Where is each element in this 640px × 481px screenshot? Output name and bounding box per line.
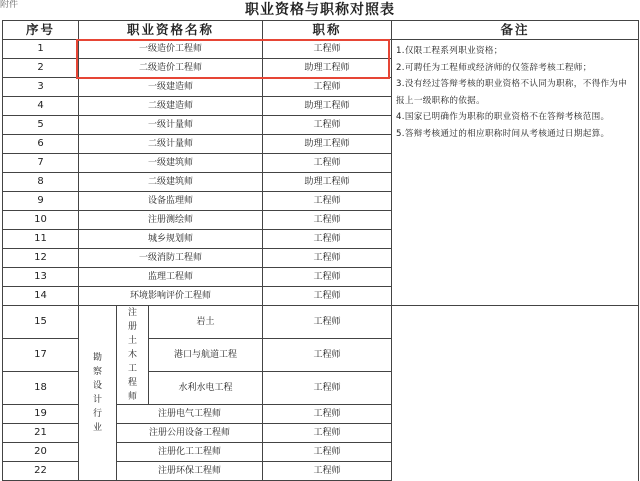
qualification-cell: 注册公用设备工程师 (117, 424, 263, 443)
title-cell: 工程师 (263, 192, 392, 211)
document-title: 职业资格与职称对照表 (245, 2, 395, 18)
qualification-cell: 监理工程师 (79, 268, 263, 287)
title-cell: 工程师 (263, 230, 392, 249)
seq-cell: 22 (3, 462, 79, 481)
seq-cell: 17 (3, 339, 79, 372)
note-3: 3.没有经过答辩考核的职业资格不认同为职称，不得作为申报上一级职称的依据。 (396, 79, 628, 106)
note-5: 5.答辩考核通过的相应职称时间从考核通过日期起算。 (396, 128, 610, 139)
title-cell: 工程师 (263, 116, 392, 135)
qualification-cell: 港口与航道工程 (149, 339, 263, 372)
qualification-cell: 二级造价工程师 (79, 59, 263, 78)
title-cell: 工程师 (263, 154, 392, 173)
table-header-row (3, 21, 639, 40)
seq-cell: 3 (3, 78, 79, 97)
table-row (3, 40, 639, 59)
qualification-table (2, 20, 639, 481)
seq-cell: 4 (3, 97, 79, 116)
qualification-cell: 环境影响评价工程师 (79, 287, 263, 306)
note-2: 2.可聘任为工程师或经济师的仅签辞考核工程师； (396, 62, 592, 73)
header-title: 职称 (263, 21, 392, 40)
note-1: 1.仅限工程系列职业资格； (396, 46, 503, 56)
qualification-cell: 设备监理师 (79, 192, 263, 211)
qualification-cell: 二级计量师 (79, 135, 263, 154)
qualification-cell: 注册环保工程师 (117, 462, 263, 481)
seq-cell: 8 (3, 173, 79, 192)
seq-cell: 20 (3, 443, 79, 462)
qualification-cell: 注册电气工程师 (117, 405, 263, 424)
seq-cell: 14 (3, 287, 79, 306)
title-cell: 工程师 (263, 405, 392, 424)
qualification-cell: 一级消防工程师 (79, 249, 263, 268)
qualification-cell: 二级建筑师 (79, 173, 263, 192)
title-cell: 工程师 (263, 424, 392, 443)
qualification-cell: 注册测绘师 (79, 211, 263, 230)
title-cell: 工程师 (263, 78, 392, 97)
seq-cell: 7 (3, 154, 79, 173)
seq-cell: 1 (3, 40, 79, 59)
note-4: 4.国家已明确作为职称的职业资格不在答辩考核范围。 (396, 112, 610, 122)
seq-cell: 9 (3, 192, 79, 211)
title-cell: 工程师 (263, 372, 392, 405)
title-cell: 工程师 (263, 306, 392, 339)
notes-blank-cell (392, 306, 639, 481)
seq-cell: 15 (3, 306, 79, 339)
title-cell: 工程师 (263, 462, 392, 481)
qualification-cell: 二级建造师 (79, 97, 263, 116)
qualification-cell: 岩土 (149, 306, 263, 339)
title-cell: 工程师 (263, 211, 392, 230)
qualification-cell: 城乡规划师 (79, 230, 263, 249)
header-notes: 备注 (392, 21, 639, 40)
table-row (3, 306, 639, 339)
qualification-cell: 一级造价工程师 (79, 40, 263, 59)
header-qualification: 职业资格名称 (79, 21, 263, 40)
group-civil-engineer-label: 注册土木工程师 (127, 308, 137, 402)
title-cell: 工程师 (263, 443, 392, 462)
seq-cell: 18 (3, 372, 79, 405)
title-cell: 工程师 (263, 339, 392, 372)
title-cell: 工程师 (263, 249, 392, 268)
title-cell: 工程师 (263, 268, 392, 287)
group-civil-engineer (117, 306, 149, 405)
notes-cell (392, 40, 639, 306)
qualification-cell: 水利水电工程 (149, 372, 263, 405)
attachment-tag: 附件 (0, 0, 19, 10)
seq-cell: 19 (3, 405, 79, 424)
title-cell: 工程师 (263, 287, 392, 306)
seq-cell: 5 (3, 116, 79, 135)
qualification-cell: 一级建筑师 (79, 154, 263, 173)
header-seq: 序号 (3, 21, 79, 40)
qualification-cell: 注册化工工程师 (117, 443, 263, 462)
seq-cell: 2 (3, 59, 79, 78)
seq-cell: 21 (3, 424, 79, 443)
group-survey-design (79, 306, 117, 481)
seq-cell: 13 (3, 268, 79, 287)
title-cell: 助理工程师 (263, 59, 392, 78)
title-cell: 助理工程师 (263, 97, 392, 116)
title-cell: 助理工程师 (263, 135, 392, 154)
seq-cell: 10 (3, 211, 79, 230)
seq-cell: 6 (3, 135, 79, 154)
title-cell: 助理工程师 (263, 173, 392, 192)
qualification-cell: 一级计量师 (79, 116, 263, 135)
seq-cell: 12 (3, 249, 79, 268)
seq-cell: 11 (3, 230, 79, 249)
group-survey-design-label: 勘察设计行业 (92, 353, 102, 433)
qualification-cell: 一级建造师 (79, 78, 263, 97)
title-cell: 工程师 (263, 40, 392, 59)
